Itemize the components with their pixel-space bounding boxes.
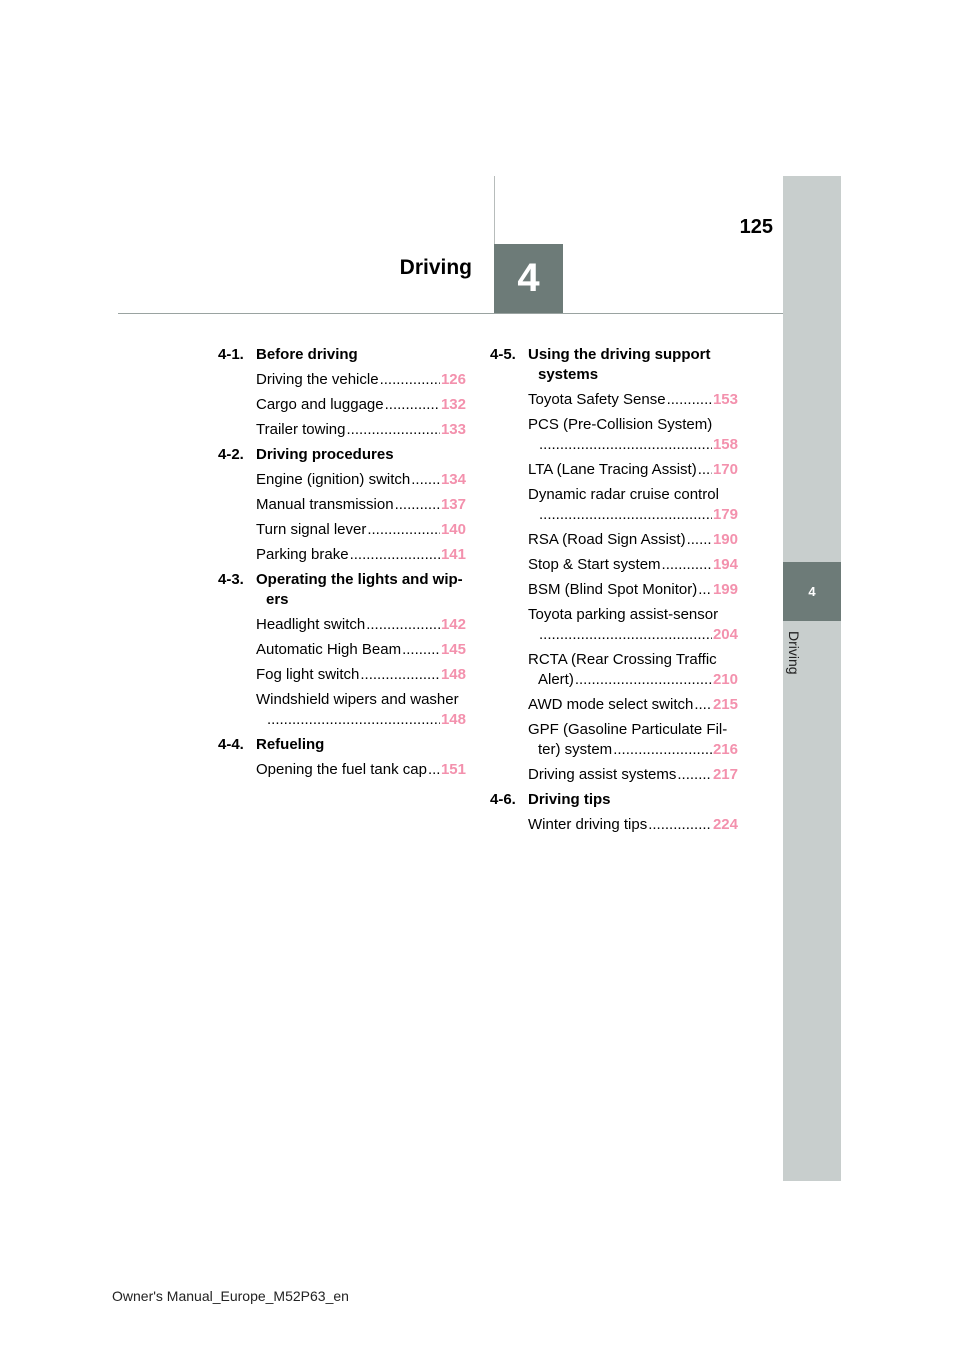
- page-link[interactable]: 151: [440, 761, 466, 778]
- section-heading[interactable]: [490, 790, 738, 810]
- page-link[interactable]: 190: [712, 531, 738, 548]
- page-link[interactable]: 179: [712, 506, 738, 523]
- entry-text: Opening the fuel tank cap: [256, 761, 427, 778]
- section-title: Before driving: [256, 346, 358, 363]
- entry-text: Engine (ignition) switch: [256, 471, 411, 488]
- toc-entry[interactable]: [528, 720, 738, 760]
- header-divider-horizontal: [118, 313, 783, 314]
- toc-entry[interactable]: [256, 690, 466, 730]
- page-link[interactable]: 141: [440, 546, 466, 563]
- side-tab-label: [780, 631, 810, 715]
- toc-entry[interactable]: [256, 495, 466, 515]
- header-divider-vertical: [494, 176, 495, 244]
- section-heading[interactable]: [218, 735, 466, 755]
- section-number: 4-1.: [218, 346, 244, 363]
- toc-entry[interactable]: [256, 615, 466, 635]
- page-link[interactable]: 132: [440, 396, 466, 413]
- toc-entry[interactable]: [528, 765, 738, 785]
- entry-text: Manual transmission: [256, 496, 394, 513]
- toc-entry[interactable]: [256, 545, 466, 565]
- toc-entry[interactable]: [256, 665, 466, 685]
- toc-column-right: [490, 345, 738, 840]
- toc-entry[interactable]: [528, 390, 738, 410]
- entry-text: Fog light switch: [256, 666, 360, 683]
- entry-text: RCTA (Rear Crossing Traffic: [528, 651, 717, 668]
- entry-text: Headlight switch: [256, 616, 366, 633]
- page-link[interactable]: 140: [440, 521, 466, 538]
- toc-entry[interactable]: [528, 605, 738, 645]
- entry-text: Turn signal lever: [256, 521, 367, 538]
- toc-entry[interactable]: [528, 485, 738, 525]
- section-heading[interactable]: [218, 570, 466, 610]
- side-tab-number[interactable]: 4: [783, 562, 841, 621]
- toc-entry[interactable]: [528, 580, 738, 600]
- entry-text: Parking brake: [256, 546, 349, 563]
- section-title-cont: ers: [266, 591, 289, 608]
- toc-entry[interactable]: [528, 415, 738, 455]
- section-heading[interactable]: [218, 445, 466, 465]
- entry-text: AWD mode select switch: [528, 696, 694, 713]
- section-title: Driving tips: [528, 791, 611, 808]
- entry-text: GPF (Gasoline Particulate Fil-: [528, 721, 728, 738]
- section-number: 4-6.: [490, 791, 516, 808]
- page-link[interactable]: 224: [712, 816, 738, 833]
- page-link[interactable]: 142: [440, 616, 466, 633]
- page-link[interactable]: 194: [712, 556, 738, 573]
- page-link[interactable]: 126: [440, 371, 466, 388]
- entry-text: Winter driving tips: [528, 816, 648, 833]
- section-title-cont: systems: [538, 366, 599, 383]
- chapter-number-box: 4: [494, 244, 563, 313]
- page-link[interactable]: 170: [712, 461, 738, 478]
- toc-entry[interactable]: [256, 470, 466, 490]
- entry-text: Automatic High Beam: [256, 641, 402, 658]
- section-title: Using the driving support: [528, 346, 711, 363]
- entry-text: Toyota Safety Sense: [528, 391, 666, 408]
- toc-entry[interactable]: [528, 555, 738, 575]
- entry-text: BSM (Blind Spot Monitor): [528, 581, 698, 598]
- page-link[interactable]: 153: [712, 391, 738, 408]
- toc-entry[interactable]: [528, 650, 738, 690]
- section-heading[interactable]: [490, 345, 738, 385]
- entry-text: Cargo and luggage: [256, 396, 384, 413]
- section-number: 4-2.: [218, 446, 244, 463]
- toc-entry[interactable]: [528, 460, 738, 480]
- entry-text: Driving assist systems: [528, 766, 677, 783]
- toc-column-left: [218, 345, 466, 785]
- page-link[interactable]: 133: [440, 421, 466, 438]
- section-number: 4-5.: [490, 346, 516, 363]
- page-link[interactable]: 216: [712, 741, 738, 758]
- entry-text: Stop & Start system: [528, 556, 661, 573]
- entry-text: Toyota parking assist-sensor: [528, 606, 719, 623]
- entry-text: PCS (Pre-Collision System): [528, 416, 713, 433]
- page-link[interactable]: 199: [712, 581, 738, 598]
- chapter-title: Driving: [399, 256, 472, 279]
- entry-text: Dynamic radar cruise control: [528, 486, 719, 503]
- entry-text: Driving the vehicle: [256, 371, 379, 388]
- page-number: 125: [739, 216, 773, 238]
- section-title: Driving procedures: [256, 446, 394, 463]
- toc-entry[interactable]: [256, 395, 466, 415]
- toc-entry[interactable]: [528, 815, 738, 835]
- page-link[interactable]: 148: [440, 666, 466, 683]
- page-link[interactable]: 215: [712, 696, 738, 713]
- entry-text: LTA (Lane Tracing Assist): [528, 461, 697, 478]
- footer-text: Owner's Manual_Europe_M52P63_en: [112, 1288, 349, 1304]
- entry-text: RSA (Road Sign Assist): [528, 531, 686, 548]
- section-number: 4-4.: [218, 736, 244, 753]
- toc-entry[interactable]: [256, 420, 466, 440]
- page-link[interactable]: 134: [440, 471, 466, 488]
- section-number: 4-3.: [218, 571, 244, 588]
- side-tab-label-text: Driving: [786, 631, 802, 675]
- section-title: Refueling: [256, 736, 325, 753]
- page-link[interactable]: 217: [712, 766, 738, 783]
- toc-entry[interactable]: [256, 760, 466, 780]
- entry-text: Trailer towing: [256, 421, 346, 438]
- toc-entry[interactable]: [256, 520, 466, 540]
- toc-entry[interactable]: [528, 695, 738, 715]
- entry-text-cont: ter) system: [538, 741, 613, 758]
- page-link[interactable]: 137: [440, 496, 466, 513]
- entry-text: Windshield wipers and washer: [256, 691, 459, 708]
- toc-entry[interactable]: [256, 370, 466, 390]
- page-link[interactable]: 204: [712, 626, 738, 643]
- section-title: Operating the lights and wip-: [256, 571, 463, 588]
- page-link[interactable]: 145: [440, 641, 466, 658]
- section-heading[interactable]: [218, 345, 466, 365]
- page-link[interactable]: 158: [712, 436, 738, 453]
- toc-entry[interactable]: [256, 640, 466, 660]
- toc-entry[interactable]: [528, 530, 738, 550]
- page-link[interactable]: 210: [712, 671, 738, 688]
- page-link[interactable]: 148: [440, 711, 466, 728]
- entry-text-cont: Alert): [538, 671, 574, 688]
